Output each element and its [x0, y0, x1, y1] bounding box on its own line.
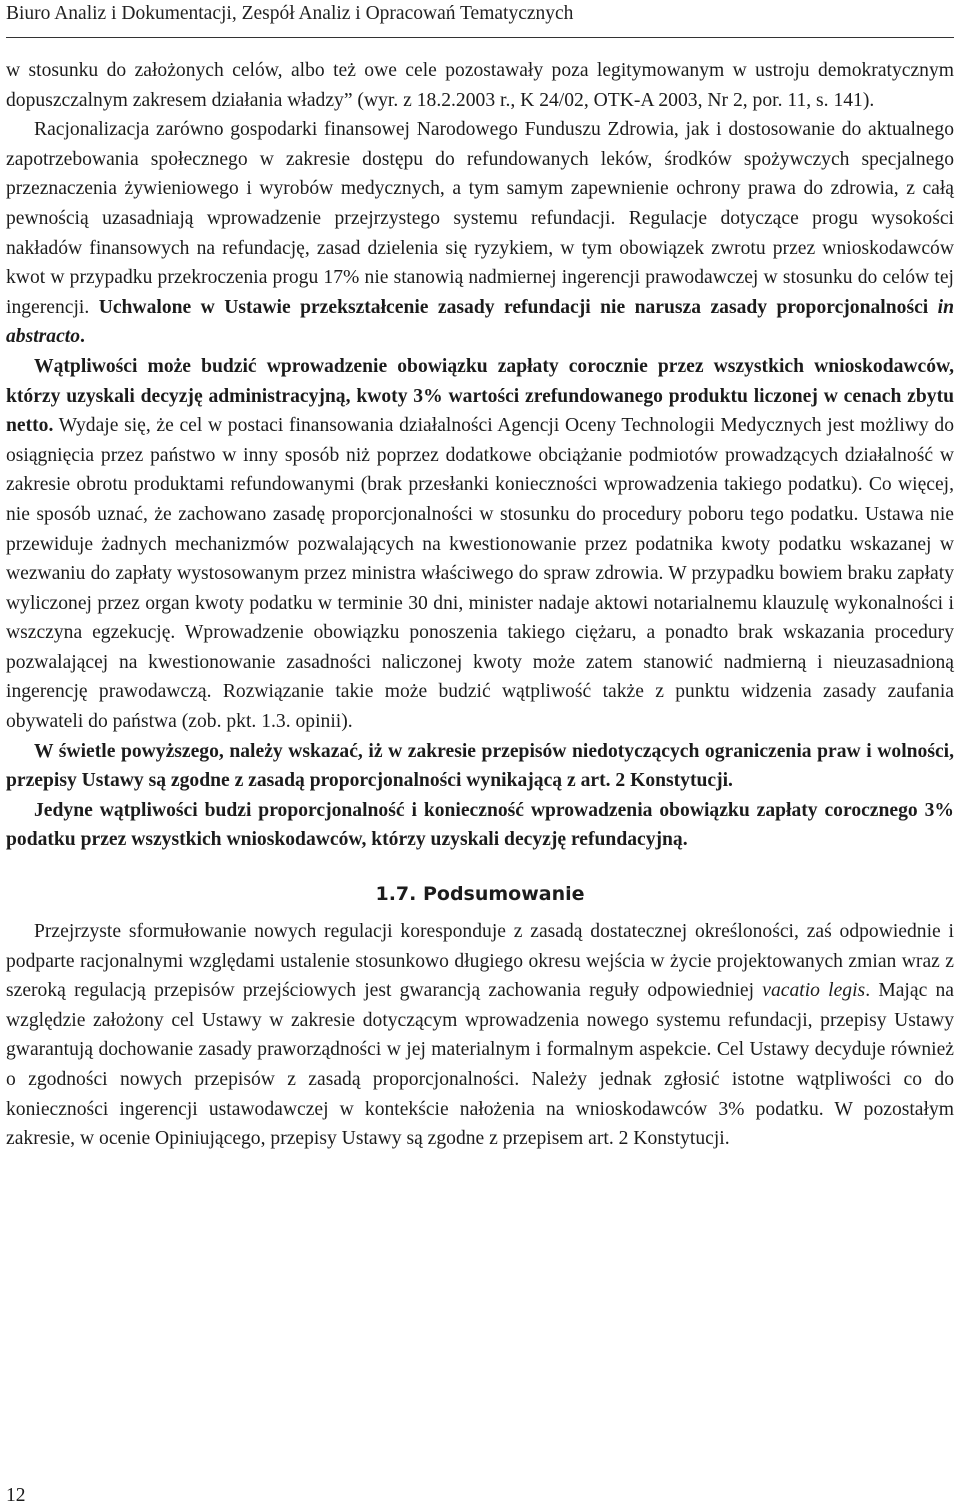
paragraph-quote-continuation: w stosunku do założonych celów, albo też owe cele pozostawały poza legitymowanym w ustroju demokratycznym dopuszczalnym zakresem działania władzy” (wyr. z 18.2.2003 r., K 24/02, OTK-A 2003, Nr 2, por. 11, s. 141).	[6, 60, 954, 111]
latin-term: vacatio legis	[762, 980, 866, 1002]
paragraph-text: Przejrzyste sformułowanie nowych regulacji koresponduje z zasadą dostatecznej określoności, zaś odpowiednie i podparte racjonalnymi względami ustalenie stosunkowo długiego okresu wejścia w życie projektowanych zmian wraz z szeroką regulacją przepisów przejściowych jest gwarancją zachowania reguły odpowiedniej	[6, 921, 954, 1002]
bold-statement: Uchwalone w Ustawie przekształcenie zasady refundacji nie narusza zasady proporcjonalności	[98, 296, 938, 318]
paragraph-text: . Mając na względzie założony cel Ustawy w zakresie dotyczącym wprowadzenia nowego systemu refundacji, przepisy Ustawy gwarantują dochowanie zasady praworządności w jej materialnym i formalnym aspekcie. Cel Ustawy decyduje również o zgodności nowych przepisów z zasadą proporcjonalności. Należy jednak zgłosić istotne wątpliwości co do konieczności ingerencji ustawodawczej w kontekście nałożenia na wnioskodawców 3% podatku. W pozostałym zakresie, w ocenie Opiniującego, przepisy Ustawy są zgodne z przepisem art. 2 Konstytucji.	[6, 980, 954, 1150]
bold-period: .	[80, 326, 85, 348]
page-number: 12	[6, 1485, 26, 1506]
paragraph-text: Wydaje się, że cel w postaci finansowania działalności Agencji Oceny Technologii Medycznych jest możliwy do osiągnięcia przez państwo w inny sposób niż poprzez dodatkowe obciążanie podmiotów prowadzących działalność w zakresie obrotu produktami refundowanymi (brak przesłanki konieczności wprowadzenia takiego podatku). Co więcej, nie sposób uznać, że zachowano zasadę proporcjonalności w stosunku do procedury poboru tego podatku. Ustawa nie przewiduje żadnych mechanizmów pozwalających na kwestionowanie przez podatnika kwoty podatku wskazanej w wezwaniu do zapłaty wystosowanym przez ministra właściwego do spraw zdrowia. W przypadku bowiem braku zapłaty wyliczonej przez organ kwoty podatku w terminie 30 dni, minister nadaje aktowi notarialnemu klauzulę wykonalności i wszczyna egzekucję. Wprowadzenie obowiązku ponoszenia takiego ciężaru, a ponadto brak wskazania procedury pozwalającej na kwestionowanie zasadności naliczonej kwoty może zatem stanowić nadmierną i nieuzasadnioną ingerencję prawodawczą. Rozwiązanie takie może budzić wątpliwość także z punktu widzenia zasady zaufania obywateli do państwa (zob. pkt. 1.3. opinii).	[6, 415, 954, 733]
running-header: Biuro Analiz i Dokumentacji, Zespół Analiz i Opracowań Tematycznych	[6, 3, 574, 24]
latin-term: in abstracto	[6, 296, 954, 348]
paragraph-sole-doubt	[6, 796, 954, 855]
document-body	[6, 56, 954, 1154]
section-heading: 1.7. Podsumowanie	[375, 883, 585, 906]
bold-statement: Jedyne wątpliwości budzi proporcjonalność i konieczność wprowadzenia obowiązku zapłaty corocznego 3% podatku przez wszystkich wnioskodawców, którzy uzyskali decyzję refundacyjną.	[6, 799, 954, 851]
paragraph-doubts	[6, 352, 954, 737]
paragraph-rationalization	[6, 115, 954, 352]
paragraph-summary	[6, 917, 954, 1154]
bold-statement: W świetle powyższego, należy wskazać, iż w zakresie przepisów niedotyczących ograniczenia praw i wolności, przepisy Ustawy są zgodne z zasadą proporcjonalności wynikającą z art. 2 Konstytucji.	[6, 740, 954, 792]
paragraph-text: Racjonalizacja zarówno gospodarki finansowej Narodowego Funduszu Zdrowia, jak i dostosowanie do aktualnego zapotrzebowania społecznego w zakresie dostępu do refundowanych leków, środków spożywczych specjalnego przeznaczenia żywieniowego i wyrobów medycznych, a tym samym zapewnienie ochrony prawa do zdrowia, z całą pewnością uzasadniają wprowadzenie przejrzystego systemu refundacji. Regulacje dotyczące progu wysokości nakładów finansowych na refundację, zasad dzielenia się ryzykiem, w tym obowiązek zwrotu przez wnioskodawców kwot w przypadku przekroczenia progu 17% nie stanowią nadmiernej ingerencji prawodawczej w stosunku do celów tej ingerencji.	[6, 119, 954, 318]
header-divider	[6, 37, 954, 38]
paragraph-conclusion	[6, 737, 954, 796]
bold-statement: Wątpliwości może budzić wprowadzenie obowiązku zapłaty corocznie przez wszystkich wnioskodawców, którzy uzyskali decyzję administracyjną, kwoty 3% wartości zrefundowanego produktu liczonej w cenach zbytu netto.	[6, 355, 954, 437]
